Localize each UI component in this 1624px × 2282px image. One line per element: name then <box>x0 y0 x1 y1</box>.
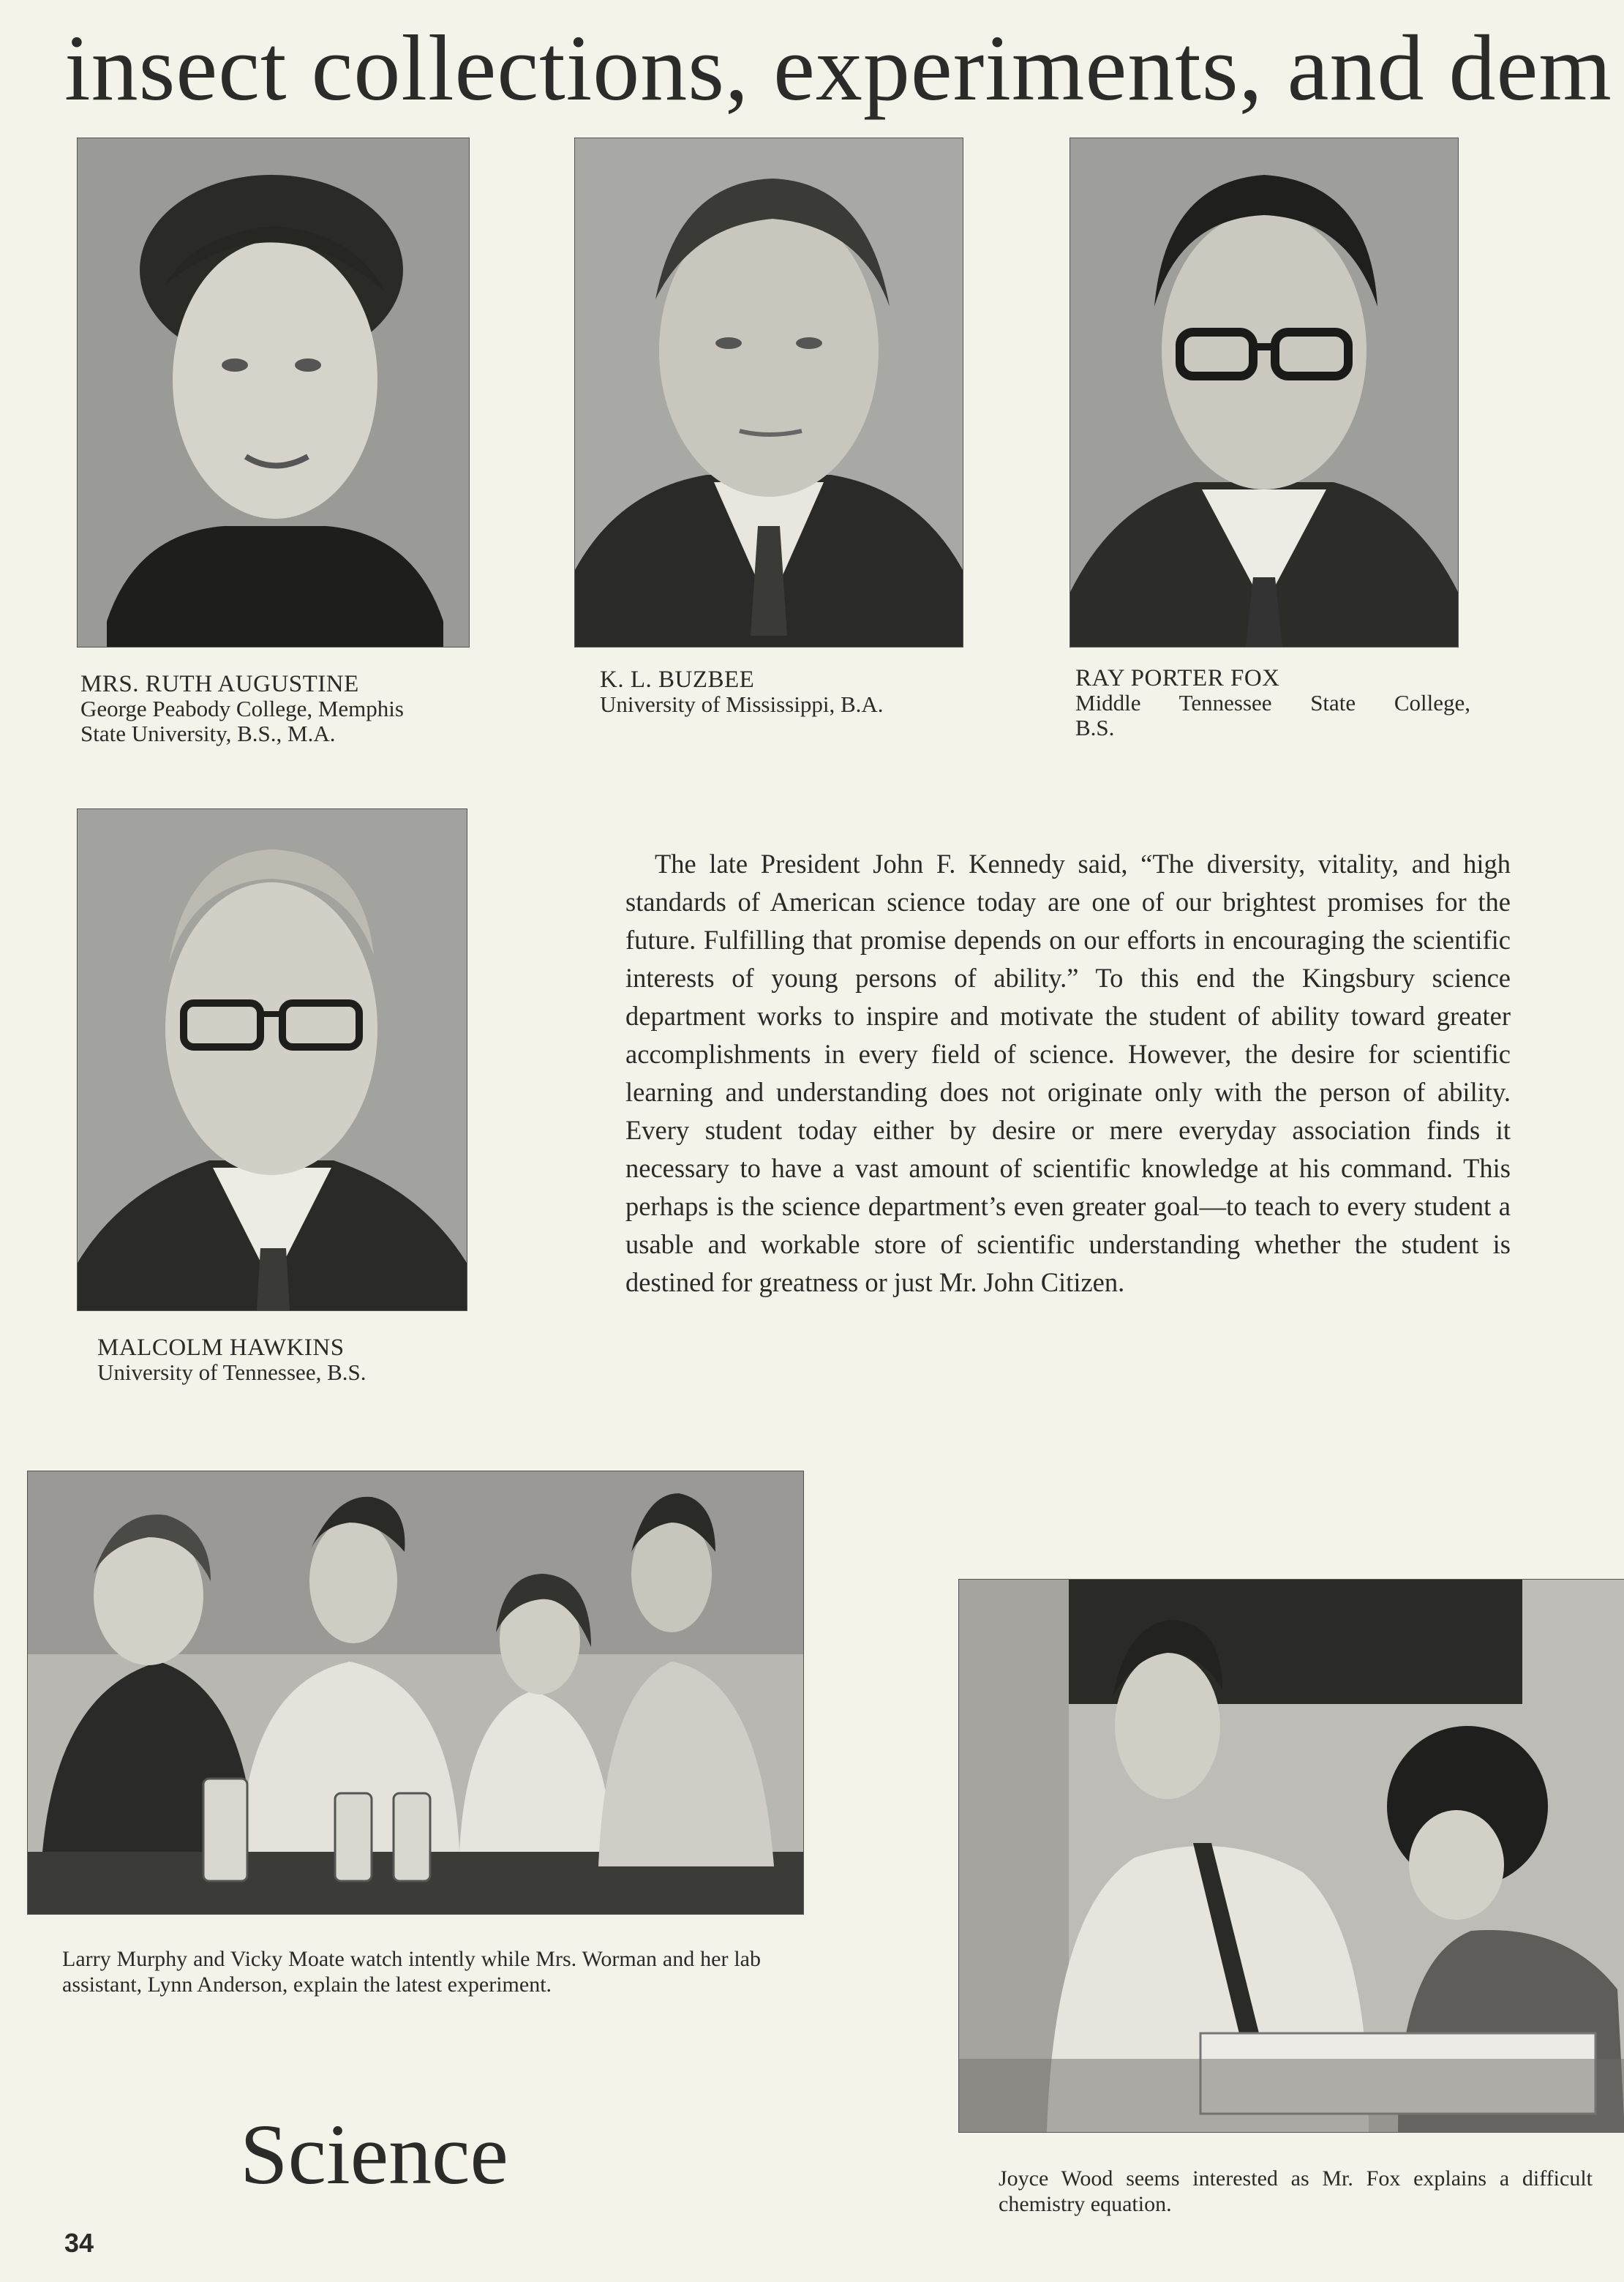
faculty-credential: Middle Tennessee State College, <box>1075 690 1470 716</box>
caption-fox <box>1075 666 1470 740</box>
portrait-kl-buzbee <box>574 138 963 648</box>
faculty-name: MALCOLM HAWKINS <box>97 1335 345 1361</box>
faculty-name: MRS. RUTH AUGUSTINE <box>80 671 359 697</box>
photo-lab-group <box>27 1471 804 1915</box>
faculty-name: RAY PORTER FOX <box>1075 665 1280 691</box>
faculty-credential: B.S. <box>1075 715 1115 740</box>
faculty-credential: University of Tennessee, B.S. <box>97 1359 366 1385</box>
portrait-malcolm-hawkins <box>77 808 467 1311</box>
caption-lab-group: Larry Murphy and Vicky Moate watch intently while Mrs. Worman and her lab assistant, Lynn Anderson, explain the latest experiment. <box>62 1947 761 1997</box>
page-headline: insect collections, experiments, and dem <box>64 16 1612 120</box>
faculty-credential: State University, B.S., M.A. <box>80 721 336 746</box>
section-title: Science <box>240 2106 508 2202</box>
caption-hawkins <box>97 1335 478 1385</box>
portrait-ray-porter-fox <box>1069 138 1459 648</box>
portrait-ruth-augustine <box>77 138 470 648</box>
caption-fox-wood: Joyce Wood seems interested as Mr. Fox explains a difficult chemistry equation. <box>999 2166 1593 2216</box>
page-number: 34 <box>64 2228 94 2258</box>
faculty-credential: George Peabody College, Memphis <box>80 696 404 721</box>
photo-fox-wood <box>958 1579 1624 2133</box>
faculty-credential: University of Mississippi, B.A. <box>600 691 884 717</box>
caption-buzbee <box>600 667 980 717</box>
caption-augustine <box>80 672 490 746</box>
science-department-paragraph: The late President John F. Kennedy said, “The diversity, vitality, and high standards of American science today are one of our brightest promises for the future. Fulfilling that promise depends on our efforts in encouraging the scientific interests of young persons of ability.” To this end the Kingsbury science department works to inspire and motivate the student of ability toward greater accomplishments in every field of science. However, the desire for scientific learning and understanding does not originate only with the person of ability. Every student today either by desire or mere everyday association finds it necessary to have a vast amount of scientific knowledge at his command. This perhaps is the science department’s even greater goal—to teach to every student a usable and workable store of scientific understanding whether the student is destined for greatness or just Mr. John Citizen. <box>625 849 1511 1297</box>
faculty-name: K. L. BUZBEE <box>600 667 755 693</box>
